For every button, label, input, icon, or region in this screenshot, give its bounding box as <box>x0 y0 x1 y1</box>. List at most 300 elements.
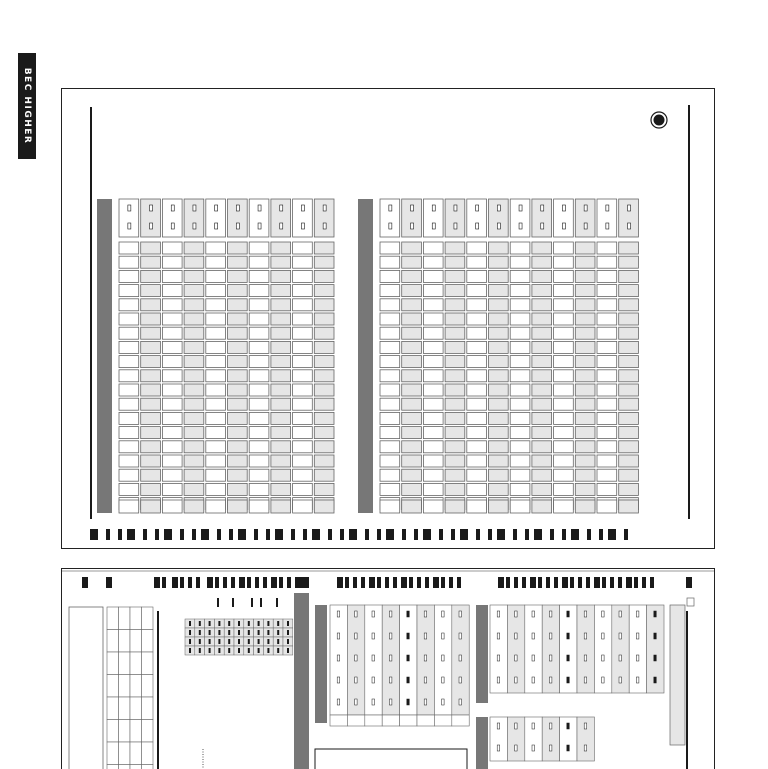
answer-mark <box>389 677 392 683</box>
answer-cell <box>554 313 574 325</box>
answer-mark <box>442 633 445 639</box>
answer-cell <box>467 299 487 311</box>
answer-cell <box>380 341 400 353</box>
answer-cell <box>119 356 139 368</box>
footer-cell <box>249 500 269 513</box>
code-mark <box>228 630 230 635</box>
timing-mark <box>457 577 461 588</box>
answer-cell <box>445 469 465 481</box>
answer-cell <box>619 469 639 481</box>
answer-cell <box>575 285 595 297</box>
answer-cell <box>271 341 291 353</box>
footer-cell <box>452 715 469 726</box>
footer-cell <box>554 500 574 513</box>
timing-mark <box>215 577 219 588</box>
answer-mark <box>636 677 639 683</box>
header-cell <box>162 199 182 237</box>
answer-cell <box>554 469 574 481</box>
answer-cell <box>314 412 334 424</box>
answer-cell <box>575 412 595 424</box>
answer-cell <box>619 384 639 396</box>
answer-cell <box>423 384 443 396</box>
answer-mark <box>567 723 570 729</box>
grid-cell <box>107 720 119 743</box>
footer-cell <box>619 500 639 513</box>
timing-mark <box>263 577 267 588</box>
answer-cell <box>402 313 422 325</box>
answer-mark <box>337 699 340 705</box>
answer-cell <box>532 285 552 297</box>
answer-mark <box>407 677 410 683</box>
timing-mark <box>409 577 413 588</box>
answer-cell <box>162 455 182 467</box>
answer-cell <box>489 256 509 268</box>
answer-mark <box>549 655 552 661</box>
answer-cell <box>206 285 226 297</box>
answer-cell <box>206 483 226 495</box>
answer-cell <box>119 270 139 282</box>
answer-cell <box>554 285 574 297</box>
answer-cell <box>489 441 509 453</box>
answer-mark <box>442 677 445 683</box>
answer-cell <box>249 356 269 368</box>
timing-mark <box>223 577 227 588</box>
answer-cell <box>402 270 422 282</box>
answer-cell <box>141 299 161 311</box>
answer-cell <box>423 327 443 339</box>
header-mark <box>628 205 631 211</box>
code-mark <box>209 630 211 635</box>
answer-cell <box>206 327 226 339</box>
header-mark <box>128 205 131 211</box>
answer-cell <box>228 299 248 311</box>
answer-cell <box>597 412 617 424</box>
answer-cell <box>445 427 465 439</box>
answer-cell <box>445 313 465 325</box>
answer-cell <box>141 256 161 268</box>
header-cell <box>206 199 226 237</box>
timing-mark <box>337 577 343 588</box>
timing-mark <box>345 577 349 588</box>
code-mark <box>267 648 269 653</box>
answer-cell <box>206 469 226 481</box>
answer-cell <box>619 455 639 467</box>
answer-cell <box>445 299 465 311</box>
answer-cell <box>619 327 639 339</box>
header-mark <box>497 205 500 211</box>
header-mark <box>562 205 565 211</box>
answer-cell <box>554 483 574 495</box>
answer-mark <box>424 633 427 639</box>
answer-cell <box>402 242 422 254</box>
answer-mark <box>636 633 639 639</box>
answer-cell <box>467 455 487 467</box>
answer-cell <box>293 256 313 268</box>
answer-cell <box>597 370 617 382</box>
alignment-line-right <box>688 105 690 519</box>
answer-cell <box>162 242 182 254</box>
answer-cell <box>293 341 313 353</box>
timing-mark <box>377 577 381 588</box>
answer-cell <box>380 384 400 396</box>
code-mark <box>277 630 279 635</box>
answer-cell <box>228 341 248 353</box>
timing-mark <box>525 529 529 540</box>
answer-cell <box>141 313 161 325</box>
answer-cell <box>402 398 422 410</box>
answer-cell <box>184 441 204 453</box>
tick-mark <box>232 598 234 607</box>
timing-mark <box>534 529 542 540</box>
header-mark <box>215 205 218 211</box>
timing-mark <box>180 577 184 588</box>
answer-cell <box>467 256 487 268</box>
answer-cell <box>141 412 161 424</box>
timing-mark <box>513 529 517 540</box>
timing-mark <box>229 529 233 540</box>
code-mark <box>228 639 230 644</box>
header-mark <box>301 223 304 229</box>
code-mark <box>238 648 240 653</box>
answer-cell <box>510 242 530 254</box>
answer-cell <box>467 242 487 254</box>
answer-mark <box>602 655 605 661</box>
answer-cell <box>141 270 161 282</box>
answer-cell <box>271 384 291 396</box>
answer-cell <box>619 256 639 268</box>
footer-cell <box>467 500 487 513</box>
answer-cell <box>162 412 182 424</box>
answer-mark <box>602 611 605 617</box>
answer-cell <box>380 270 400 282</box>
timing-mark <box>498 577 504 588</box>
text-box <box>315 749 467 769</box>
answer-cell <box>510 427 530 439</box>
grid-cell <box>130 697 142 720</box>
code-mark <box>277 648 279 653</box>
grid-cell <box>107 652 119 675</box>
timing-mark <box>162 577 166 588</box>
answer-cell <box>423 455 443 467</box>
answer-mark <box>654 633 657 639</box>
answer-cell <box>228 242 248 254</box>
answer-cell <box>271 427 291 439</box>
answer-cell <box>619 441 639 453</box>
answer-cell <box>445 441 465 453</box>
timing-mark <box>546 577 550 588</box>
answer-cell <box>293 384 313 396</box>
answer-cell <box>575 469 595 481</box>
answer-cell <box>532 256 552 268</box>
answer-cell <box>597 398 617 410</box>
footer-cell <box>228 500 248 513</box>
answer-cell <box>445 256 465 268</box>
timing-mark <box>207 577 213 588</box>
answer-cell <box>575 256 595 268</box>
answer-cell <box>184 412 204 424</box>
answer-cell <box>119 384 139 396</box>
answer-cell <box>575 341 595 353</box>
answer-mark <box>515 633 518 639</box>
answer-mark <box>636 655 639 661</box>
answer-cell <box>619 412 639 424</box>
header-mark <box>519 205 522 211</box>
answer-mark <box>407 611 410 617</box>
timing-mark <box>143 529 147 540</box>
answer-cell <box>162 270 182 282</box>
answer-cell <box>532 412 552 424</box>
answer-cell <box>184 299 204 311</box>
answer-cell <box>575 427 595 439</box>
header-cell <box>554 199 574 237</box>
timing-mark <box>254 529 258 540</box>
answer-mark <box>497 723 500 729</box>
answer-cell <box>532 270 552 282</box>
answer-mark <box>549 677 552 683</box>
answer-cell <box>554 341 574 353</box>
answer-cell <box>141 356 161 368</box>
answer-cell <box>445 327 465 339</box>
answer-cell <box>380 356 400 368</box>
answer-cell <box>489 483 509 495</box>
answer-cell <box>271 256 291 268</box>
timing-mark <box>594 577 600 588</box>
answer-cell <box>314 270 334 282</box>
grid-cell <box>119 742 131 765</box>
answer-cell <box>380 398 400 410</box>
answer-cell <box>445 412 465 424</box>
answer-cell <box>597 270 617 282</box>
code-mark <box>287 630 289 635</box>
header-cell <box>228 199 248 237</box>
answer-cell <box>467 441 487 453</box>
answer-cell <box>271 327 291 339</box>
timing-mark <box>377 529 381 540</box>
answer-cell <box>554 356 574 368</box>
timing-mark <box>291 529 295 540</box>
answer-cell <box>510 327 530 339</box>
answer-cell <box>510 270 530 282</box>
answer-cell <box>119 455 139 467</box>
answer-cell <box>423 398 443 410</box>
timing-mark <box>279 577 283 588</box>
registration-circle-inner <box>654 115 665 126</box>
code-mark <box>199 621 201 626</box>
answer-mark <box>337 633 340 639</box>
answer-mark <box>567 655 570 661</box>
grid-cell <box>107 697 119 720</box>
alignment-line-left <box>90 107 92 519</box>
side-tab-label: BEC HIGHER <box>22 68 32 145</box>
answer-cell <box>597 256 617 268</box>
answer-cell <box>119 469 139 481</box>
answer-cell <box>206 455 226 467</box>
block-side-bar <box>476 717 488 769</box>
answer-cell <box>314 398 334 410</box>
answer-cell <box>119 341 139 353</box>
footer-cell <box>434 715 451 726</box>
answer-mark <box>459 611 462 617</box>
answer-cell <box>402 412 422 424</box>
answer-cell <box>445 483 465 495</box>
timing-mark <box>449 577 453 588</box>
header-cell <box>619 199 639 237</box>
answer-cell <box>162 327 182 339</box>
answer-cell <box>228 427 248 439</box>
answer-cell <box>184 327 204 339</box>
alignment-line-left <box>157 611 159 769</box>
header-cell <box>271 199 291 237</box>
answer-cell <box>619 242 639 254</box>
answer-cell <box>380 327 400 339</box>
grid-cell <box>142 697 154 720</box>
answer-mark <box>372 677 375 683</box>
answer-mark <box>549 723 552 729</box>
answer-cell <box>184 384 204 396</box>
answer-cell <box>510 356 530 368</box>
answer-cell <box>445 455 465 467</box>
header-cell <box>467 199 487 237</box>
answer-cell <box>141 285 161 297</box>
answer-cell <box>597 242 617 254</box>
answer-cell <box>510 285 530 297</box>
answer-cell <box>575 313 595 325</box>
timing-mark <box>180 529 184 540</box>
answer-cell <box>271 398 291 410</box>
answer-cell <box>402 455 422 467</box>
footer-cell <box>423 500 443 513</box>
footer-cell <box>206 500 226 513</box>
answer-cell <box>293 313 313 325</box>
answer-cell <box>184 242 204 254</box>
timing-mark <box>433 577 439 588</box>
header-mark <box>280 223 283 229</box>
answer-cell <box>489 427 509 439</box>
answer-cell <box>119 313 139 325</box>
answer-cell <box>293 270 313 282</box>
answer-mark <box>654 677 657 683</box>
answer-cell <box>380 370 400 382</box>
answer-cell <box>380 483 400 495</box>
timing-mark <box>414 529 418 540</box>
answer-grid-top <box>62 89 714 548</box>
timing-mark <box>349 529 357 540</box>
header-mark <box>258 205 261 211</box>
answer-cell <box>597 469 617 481</box>
header-cell <box>184 199 204 237</box>
header-mark <box>128 223 131 229</box>
timing-mark <box>624 529 628 540</box>
answer-mark <box>584 655 587 661</box>
answer-cell <box>532 427 552 439</box>
answer-cell <box>119 412 139 424</box>
answer-mark <box>567 745 570 751</box>
timing-mark <box>460 529 468 540</box>
answer-cell <box>249 256 269 268</box>
answer-cell <box>249 412 269 424</box>
code-mark <box>189 648 191 653</box>
answer-cell <box>402 384 422 396</box>
answer-cell <box>119 370 139 382</box>
grid-cell <box>142 630 154 653</box>
answer-cell <box>228 455 248 467</box>
answer-cell <box>271 242 291 254</box>
answer-cell <box>575 370 595 382</box>
grid-cell <box>142 675 154 698</box>
code-mark <box>218 648 220 653</box>
code-mark <box>258 621 260 626</box>
answer-cell <box>293 242 313 254</box>
block-side-bar <box>97 199 112 513</box>
timing-mark <box>562 577 568 588</box>
header-mark <box>215 223 218 229</box>
timing-mark <box>571 529 579 540</box>
timing-mark <box>266 529 270 540</box>
answer-cell <box>206 356 226 368</box>
footer-cell <box>489 500 509 513</box>
timing-mark <box>238 529 246 540</box>
timing-mark <box>154 577 160 588</box>
header-cell <box>532 199 552 237</box>
answer-cell <box>141 469 161 481</box>
answer-cell <box>293 398 313 410</box>
answer-cell <box>467 427 487 439</box>
timing-mark <box>247 577 251 588</box>
header-mark <box>411 205 414 211</box>
answer-cell <box>184 256 204 268</box>
header-cell <box>445 199 465 237</box>
answer-cell <box>423 256 443 268</box>
answer-cell <box>380 242 400 254</box>
answer-cell <box>554 242 574 254</box>
answer-cell <box>293 356 313 368</box>
answer-cell <box>162 285 182 297</box>
answer-cell <box>554 256 574 268</box>
answer-mark <box>515 655 518 661</box>
answer-cell <box>510 384 530 396</box>
timing-mark <box>172 577 178 588</box>
header-cell <box>380 199 400 237</box>
tick-mark <box>276 598 278 607</box>
answer-cell <box>119 427 139 439</box>
answer-mark <box>497 745 500 751</box>
answer-cell <box>510 313 530 325</box>
timing-mark <box>506 577 510 588</box>
answer-cell <box>184 398 204 410</box>
answer-cell <box>575 455 595 467</box>
code-mark <box>199 630 201 635</box>
answer-cell <box>445 370 465 382</box>
answer-cell <box>380 412 400 424</box>
answer-cell <box>206 398 226 410</box>
answer-cell <box>206 370 226 382</box>
footer-cell <box>445 500 465 513</box>
answer-cell <box>554 398 574 410</box>
answer-mark <box>567 677 570 683</box>
timing-mark <box>497 529 505 540</box>
timing-mark <box>578 577 582 588</box>
answer-mark <box>619 677 622 683</box>
answer-mark <box>584 611 587 617</box>
timing-mark <box>602 577 606 588</box>
header-mark <box>476 205 479 211</box>
timing-mark <box>118 529 122 540</box>
timing-mark <box>451 529 455 540</box>
header-mark <box>432 205 435 211</box>
answer-cell <box>423 313 443 325</box>
answer-mark <box>372 611 375 617</box>
header-mark <box>432 223 435 229</box>
